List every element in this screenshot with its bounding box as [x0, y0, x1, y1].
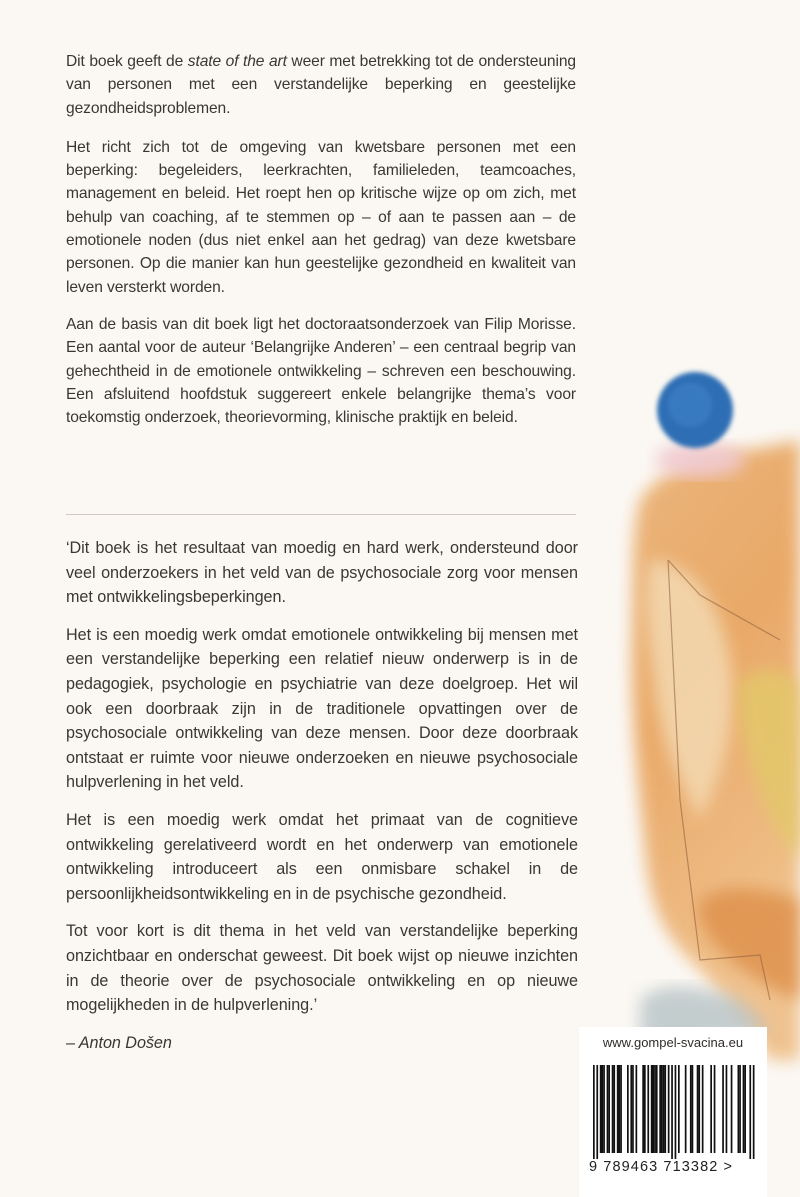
barcode-bar — [702, 1065, 704, 1153]
intro-paragraph-3: Aan de basis van dit boek ligt het doctoraatsonderzoek van Filip Morisse. Een aantal voor de auteur ‘Belangrijke Anderen’ – een centraal begrip van gehechtheid in de emotionele ontwikkeling – schreven een beschouwing. Een afsluitend hoofdstuk suggereert enkele belangrijke thema’s voor toekomstig onderzoek, theorievorming, klinische praktijk en beleid. — [66, 315, 576, 427]
isbn-barcode — [587, 1065, 759, 1159]
barcode-bar — [627, 1065, 629, 1153]
barcode-bar — [664, 1065, 666, 1153]
barcode-bar — [647, 1065, 649, 1153]
barcode-bar — [653, 1065, 655, 1153]
barcode-bar — [644, 1065, 646, 1153]
barcode-bar — [619, 1065, 621, 1153]
barcode-bar — [692, 1065, 694, 1153]
intro-paragraph-2: Het richt zich tot de omgeving van kwetsbare personen met een beperking: begeleiders, leerkrachten, familieleden, teamcoaches, management en beleid. Het roept hen op kritische wijze op om zich, met behulp van coaching, af te stemmen op – of aan te passen aan – de emotionele noden (dus niet enkel aan het gedrag) van deze kwetsbare personen. Op die manier kan hun geestelijke gezondheid en kwaliteit van leven versterkt worden. — [66, 138, 576, 296]
quote-author: – Anton Došen — [66, 1033, 172, 1052]
barcode-bar — [620, 1065, 622, 1153]
barcode-bar — [675, 1065, 677, 1159]
barcode-bar — [602, 1065, 604, 1153]
barcode-bar — [739, 1065, 741, 1153]
barcode-bar — [661, 1065, 663, 1153]
barcode-bar — [744, 1065, 746, 1153]
barcode-bar — [607, 1065, 609, 1153]
barcode-bar — [678, 1065, 680, 1153]
barcode-bar — [710, 1065, 712, 1153]
barcode-bar — [749, 1065, 751, 1159]
barcode-bar — [608, 1065, 610, 1153]
section-divider — [66, 514, 576, 515]
barcode-bar — [671, 1065, 673, 1159]
endorsement-quote — [66, 536, 578, 1068]
barcode-bar — [613, 1065, 615, 1153]
barcode-bar — [753, 1065, 755, 1159]
barcode-bar — [743, 1065, 745, 1153]
barcode-bar — [668, 1065, 670, 1153]
barcode-bar — [593, 1065, 595, 1159]
emphasis-text: state of the art — [187, 53, 287, 70]
barcode-bar — [731, 1065, 733, 1153]
barcode-bar — [636, 1065, 638, 1153]
barcode-bar — [630, 1065, 632, 1153]
barcode-bar — [612, 1065, 614, 1153]
barcode-bar — [697, 1065, 699, 1153]
barcode-bar — [685, 1065, 687, 1153]
barcode-bar — [654, 1065, 656, 1153]
barcode-bar — [714, 1065, 716, 1153]
barcode-bar — [642, 1065, 644, 1153]
isbn-number: 9 789463 713382 > — [589, 1159, 734, 1175]
barcode-bar — [632, 1065, 634, 1153]
intro-paragraph-1: Dit boek geeft de state of the art weer met betrekking tot de ondersteuning van personen met een verstandelijke beperking en geestelijke gezondheidsproblemen. — [66, 53, 576, 117]
barcode-bar — [722, 1065, 724, 1153]
barcode-bar — [600, 1065, 602, 1153]
barcode-bar — [596, 1065, 598, 1159]
barcode-bar — [603, 1065, 605, 1153]
intro-text — [66, 50, 576, 443]
barcode-bar — [651, 1065, 653, 1153]
barcode-bar — [698, 1065, 700, 1153]
barcode-bar — [656, 1065, 658, 1153]
quote-paragraph-3: Het is een moedig werk omdat het primaat van de cognitieve ontwikkeling gerelativeerd wordt en het onderwerp van emotionele ontwikkeling introduceert als een onmisbare schakel in de persoonlijkheidsontwikkeling en in de psychische gezondheid. — [66, 810, 578, 903]
barcode-bar — [726, 1065, 728, 1153]
quote-paragraph-1: ‘Dit boek is het resultaat van moedig en hard werk, ondersteund door veel onderzoekers in het veld van de psychosociale zorg voor mensen met ontwikkelingsbeperkingen. — [66, 539, 578, 607]
quote-paragraph-4: Tot voor kort is dit thema in het veld van verstandelijke beperking onzichtbaar en onderschat geweest. Dit boek wijst op nieuwe inzichten in de theorie over de psychosociale ontwikkeling en op nieuwe mogelijkheden in de hulpverlening.’ — [66, 922, 578, 1015]
quote-paragraph-2: Het is een moedig werk omdat emotionele ontwikkeling bij mensen met een verstandelijke beperking een relatief nieuw onderwerp is in de pedagogiek, psychologie en psychiatrie van deze doelgroep. Het wil ook een doorbraak zijn in de traditionele opvattingen over de psychosociale ontwikkeling van deze mensen. Door deze doorbraak ontstaat er ruimte voor nieuwe onderzoeken en nieuwe psychosociale hulpverlening in het veld. — [66, 625, 578, 792]
barcode-bar — [663, 1065, 665, 1153]
barcode-panel — [579, 1027, 767, 1197]
barcode-bar — [617, 1065, 619, 1153]
barcode-bar — [738, 1065, 740, 1153]
barcode-bar — [659, 1065, 661, 1153]
publisher-website: www.gompel-svacina.eu — [602, 1035, 744, 1050]
barcode-bar — [690, 1065, 692, 1153]
